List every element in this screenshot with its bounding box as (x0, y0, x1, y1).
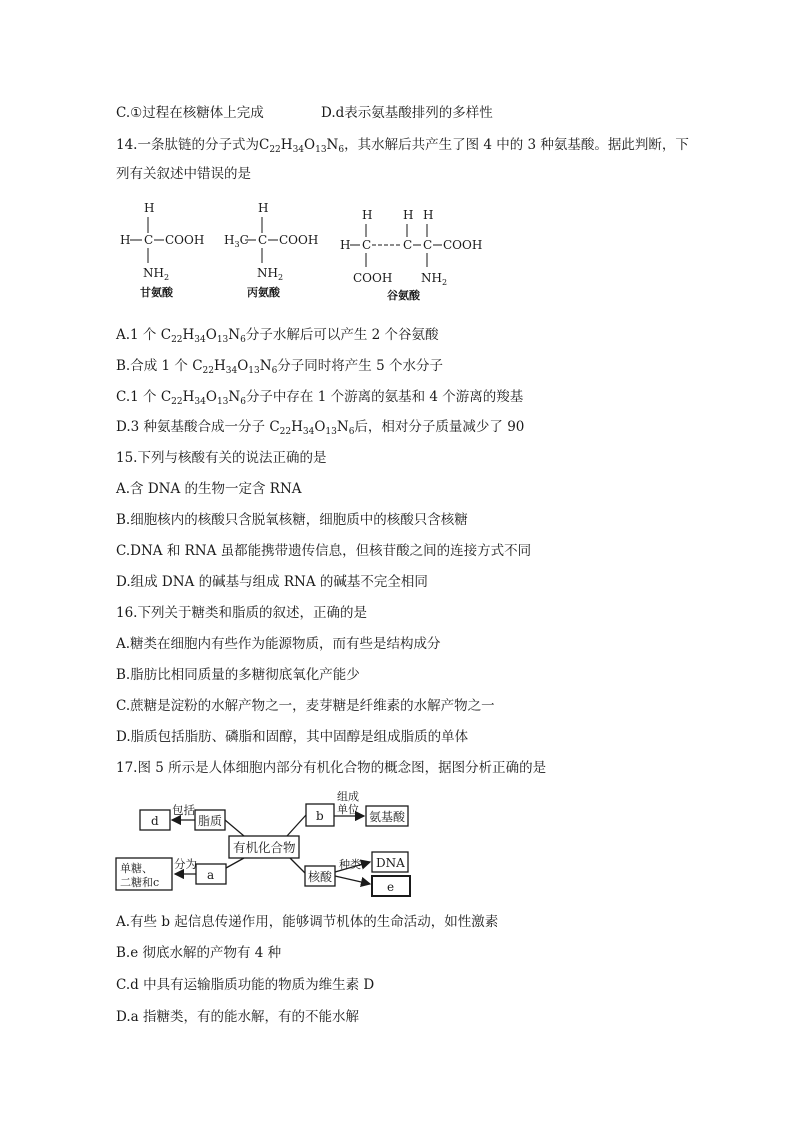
svg-text:有机化合物: 有机化合物 (233, 840, 296, 855)
q14-option-a: A.1 个 $C_{22}H_{34}O_{13}N_6$分子水解后可以产生 2 个谷氨酸 (116, 327, 439, 345)
q16-option-b: B.脂肪比相同质量的多糖彻底氧化产能少 (116, 667, 360, 683)
svg-text:d: d (151, 814, 159, 828)
q14-stem (116, 136, 689, 154)
svg-text:H: H (340, 238, 351, 252)
q15-option-b: B.细胞核内的核酸只含脱氧核糖，细胞质中的核酸只含核糖 (116, 512, 468, 528)
svg-text:C: C (423, 238, 433, 252)
q17-stem: 17.图 5 所示是人体细胞内部分有机化合物的概念图，据图分析正确的是 (116, 760, 547, 776)
q14-stem-suffix: ，其水解后共产生了图 4 中的 3 种氨基酸。据此判断，下 (344, 137, 689, 153)
svg-text:a: a (207, 868, 215, 882)
q17-option-a: A.有些 b 起信息传递作用，能够调节机体的生命活动，如性激素 (116, 914, 499, 930)
svg-text:COOH: COOH (353, 271, 393, 285)
q14-option-d: D.3 种氨基酸合成一分子 $C_{22}H_{34}O_{13}N_6$后，相对分子质量减少了 90 (116, 419, 525, 437)
q14-option-b: B.合成 1 个 $C_{22}H_{34}O_{13}N_6$分子同时将产生 5 个水分子 (116, 358, 443, 376)
q13-option-c: C.①过程在核糖体上完成 (116, 105, 264, 121)
glutamate-label: 谷氨酸 (387, 289, 420, 302)
q15-option-c: C.DNA 和 RNA 虽都能携带遗传信息，但核苷酸之间的连接方式不同 (116, 543, 532, 559)
svg-text:NH2: $NH_2$ (143, 266, 170, 282)
svg-text:C: C (362, 238, 372, 252)
svg-text:DNA: DNA (376, 856, 405, 870)
q16-stem: 16.下列关于糖类和脂质的叙述，正确的是 (116, 605, 367, 621)
amino-acid-structures (110, 195, 490, 307)
svg-text:NH2: $NH_2$ (421, 271, 448, 287)
svg-text:单糖、: 单糖、 (120, 862, 153, 875)
alanine-label: 丙氨酸 (247, 286, 280, 299)
svg-text:H: H (362, 208, 373, 222)
svg-text:H: H (144, 201, 155, 215)
q15-option-a: A.含 DNA 的生物一定含 RNA (116, 481, 302, 497)
q15-option-d: D.组成 DNA 的碱基与组成 RNA 的碱基不完全相同 (116, 574, 428, 590)
alanine-structure (224, 201, 318, 299)
svg-text:COOH: COOH (165, 233, 205, 247)
svg-text:H: H (403, 208, 414, 222)
svg-text:COOH: COOH (443, 238, 483, 252)
svg-text:C: C (144, 233, 154, 247)
svg-text:H: H (120, 233, 131, 247)
q16-option-d: D.脂质包括脂肪、磷脂和固醇，其中固醇是组成脂质的单体 (116, 729, 469, 745)
svg-text:二糖和c: 二糖和c (120, 876, 160, 889)
q14-stem-prefix: 14.一条肽链的分子式为 (116, 137, 259, 153)
concept-diagram (112, 788, 432, 900)
glutamate-structure (340, 208, 482, 302)
svg-text:e: e (387, 880, 395, 894)
q17-option-b: B.e 彻底水解的产物有 4 种 (116, 945, 282, 961)
svg-text:C: C (403, 238, 413, 252)
svg-text:b: b (316, 809, 324, 823)
svg-text:H3C: $H_3C$ (224, 233, 249, 249)
svg-text:核酸: 核酸 (308, 870, 333, 884)
q13-option-d: D.d表示氨基酸排列的多样性 (321, 105, 493, 121)
q14-stem-line2: 列有关叙述中错误的是 (116, 166, 251, 182)
q15-stem: 15.下列与核酸有关的说法正确的是 (116, 450, 327, 466)
svg-text:C: C (258, 233, 268, 247)
svg-text:H: H (258, 201, 269, 215)
svg-text:COOH: COOH (279, 233, 319, 247)
svg-text:氨基酸: 氨基酸 (369, 810, 406, 824)
q14-option-c: C.1 个 $C_{22}H_{34}O_{13}N_6$分子中存在 1 个游离的氨基和 4 个游离的羧基 (116, 389, 524, 407)
q16-option-a: A.糖类在细胞内有些作为能源物质，而有些是结构成分 (116, 636, 441, 652)
q17-option-d: D.a 指糖类，有的能水解，有的不能水解 (116, 1009, 359, 1025)
glycine-structure (120, 201, 204, 299)
q17-option-c: C.d 中具有运输脂质功能的物质为维生素 D (116, 977, 375, 993)
svg-text:NH2: $NH_2$ (257, 266, 284, 282)
svg-text:组成: 组成 (337, 790, 359, 803)
svg-text:分为: 分为 (174, 857, 197, 871)
svg-text:脂质: 脂质 (198, 814, 223, 828)
svg-text:包括: 包括 (172, 803, 195, 817)
svg-text:单位: 单位 (337, 803, 359, 816)
svg-text:种类: 种类 (339, 858, 361, 871)
svg-text:H: H (423, 208, 434, 222)
peptide-formula: $C_{22}H_{34}O_{13}N_6$ (258, 137, 345, 155)
q16-option-c: C.蔗糖是淀粉的水解产物之一，麦芽糖是纤维素的水解产物之一 (116, 698, 495, 714)
glycine-label: 甘氨酸 (140, 286, 173, 299)
